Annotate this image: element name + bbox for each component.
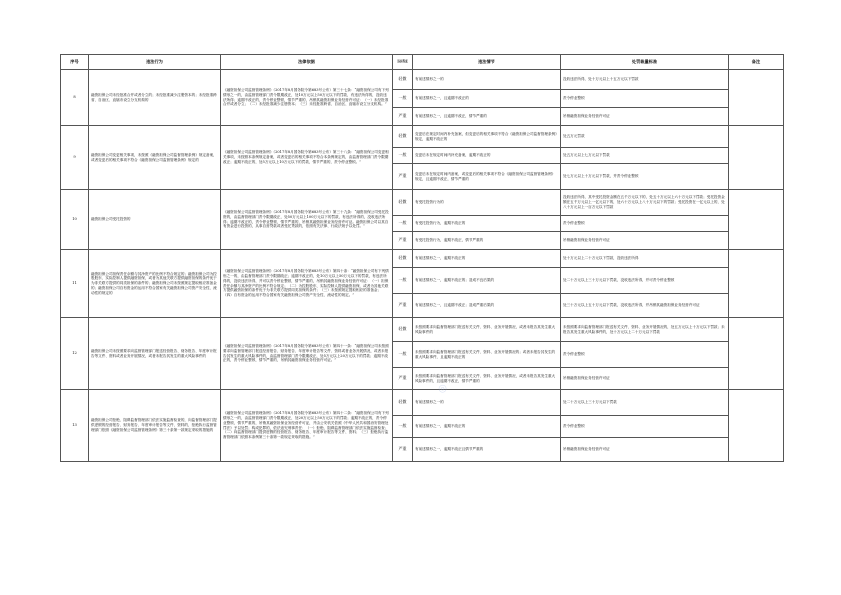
cell-standard: 责令停业整顿 [561,342,729,368]
header-remark: 备注 [729,55,784,70]
cell-level: 严重 [393,438,413,462]
cell-standard: 处十万元以上二十万元以下罚款，没收违法所得 [561,250,729,268]
cell-standard: 没收违法所得，处十万元以上十五万元以下罚款 [561,70,729,90]
cell-level: 轻微 [393,190,413,216]
cell-standard: 责令停业整顿 [561,90,729,108]
cell-seq: 10 [61,190,89,250]
cell-level: 严重 [393,368,413,390]
header-level: 违法程度 [393,55,413,70]
cell-circumstance: 有前述情形之一，逾期不改正且情节严重的 [413,438,561,462]
cell-circumstance: 有前述情形之一，逾期不改正的；造成不良后果的 [413,268,561,294]
table-body [61,70,784,462]
header-violation: 违法行为 [89,55,221,70]
cell-standard: 处五万元以上七万元以下罚款 [561,148,729,164]
cell-circumstance: 有前述情形之一，且逾期不改正的 [413,90,561,108]
table-row [61,318,784,342]
cell-circumstance: 变更后未在规定时间内备案，或变更后的相关事项不符合《融资担保公司监督管理条例》规定，且逾期不改正，情节严重的 [413,164,561,190]
cell-level: 轻微 [393,70,413,90]
header-standard: 处罚裁量标准 [561,55,729,70]
cell-level: 一般 [393,216,413,232]
cell-circumstance: 变更后未在规定时间内补充备案，逾期不改正的 [413,148,561,164]
cell-level: 一般 [393,148,413,164]
cell-legal-basis: 《融资担保公司监督管理条例》（2017年8月国务院令第683号公布）第四十二条：“融资担保公司有下列情形之一的，由监督管理部门责令限期改正，处20万元以上50万元以下的罚款；逾期不改正的，责令停业整顿，情节严重的，吊销其融资担保业务经营许可证，并由公安机关依照《中华人民共和国治安管理处罚法》予以处罚；构成犯罪的，依法追究刑事责任：（一）拒绝、阻碍监督管理部门依法实施监督检查；（二）向监督管理部门提供虚假的经营报告、财务报告、年度审计报告等文件、资料；（三）拒绝执行监督管理部门依照本条例第三十条第一款规定采取的措施。” [221,390,393,462]
cell-circumstance: 有前述情形之一的 [413,70,561,90]
cell-circumstance: 未按照要求向监督管理部门报送有关文件、资料、业务开展情况，或者未报告其发生重大风险事件的，且逾期不改正，情节严重的 [413,368,561,390]
cell-seq: 8 [61,70,89,126]
cell-level: 轻微 [393,318,413,342]
cell-violation: 融资担保公司未按照要求向监督管理部门报送经营报告、财务报告、年度审计报告等文件、资料或者业务开展情况，或者未报告其发生的重大风险事件的 [89,318,221,390]
cell-circumstance: 有受托投资行为，逾期不改正的 [413,216,561,232]
cell-violation: 融资担保公司受托投资的 [89,190,221,250]
cell-level: 严重 [393,232,413,250]
table-row [61,390,784,416]
penalty-standard-table-container [60,54,783,462]
cell-remark [729,126,784,190]
cell-level: 轻微 [393,390,413,416]
cell-circumstance: 有受托投资行为，逾期不改正，情节严重的 [413,232,561,250]
cell-standard: 处三十万元以上五十万元以下罚款，没收违法所得，并吊销其融资担保业务经营许可证 [561,294,729,318]
cell-standard: 责令停业整顿 [561,216,729,232]
cell-remark [729,390,784,462]
cell-circumstance: 有前述情形之一，且逾期不改正；造成严重后果的 [413,294,561,318]
cell-level: 一般 [393,268,413,294]
cell-remark [729,318,784,390]
cell-level: 一般 [393,342,413,368]
table-row [61,70,784,90]
watermark-logo: ◎ [436,382,449,396]
cell-remark [729,250,784,318]
table-row [61,126,784,148]
cell-standard: 未按照要求向监督管理部门报送有关文件、资料、业务开展情况的，处五万元以上十万元以下罚款；未报告其发生重大风险事件的，处十万元以上二十万元以下罚款 [561,318,729,342]
cell-standard: 处二十万元以上三十万元以下罚款 [561,390,729,416]
cell-violation: 融资担保公司担保责任余额与其净资产的比例不符合规定的；融资担保公司为控股股东、实际控制人提供融资担保，或者为其他关联方提供融资担保的条件优于为非关联方提供的同类担保的条件的；融资担保公司未按照规定提取相应准备金的；融资担保公司自有资金的运用不符合国家有关融资担保公司资产安全性、流动性的规定的 [89,250,221,318]
cell-level: 严重 [393,294,413,318]
cell-standard: 吊销融资担保业务经营许可证 [561,108,729,126]
cell-standard: 吊销融资担保业务经营许可证 [561,438,729,462]
cell-remark [729,70,784,126]
cell-seq: 11 [61,250,89,318]
cell-level: 严重 [393,164,413,190]
cell-legal-basis: 《融资担保公司监督管理条例》（2017年8月国务院令第683号公布）第三十八条：“融资担保公司变更相关事项，未按照本条例规定备案，或者变更后的相关事项不符合本条例规定的，由监督管理部门责令限期改正；逾期不改正的，处5万元以上10万元以下的罚款，情节严重的，责令停业整顿。” [221,126,393,190]
cell-seq: 9 [61,126,89,190]
cell-violation: 融资担保公司变更相关事项，未按照《融资担保公司监督管理条例》规定备案，或者变更后的相关事项不符合《融资担保公司监督管理条例》规定的 [89,126,221,190]
header-seq: 序号 [61,55,89,70]
cell-legal-basis: 《融资担保公司监督管理条例》（2017年8月国务院令第683号公布）第四十一条：“融资担保公司未按照要求向监督管理部门报送经营报告、财务报告、年度审计报告等文件、资料或者业务开展情况，或者未报告其发生的重大风险事件的，由监督管理部门责令限期改正，处5万元以上20万元以下的罚款；逾期不改正的，责令停业整顿，情节严重的，吊销其融资担保业务经营许可证。” [221,318,393,390]
cell-circumstance: 有前述情形之一，逾期不改正的 [413,416,561,438]
cell-circumstance: 有前述情形之一的 [413,390,561,416]
table-row [61,250,784,268]
cell-seq: 13 [61,390,89,462]
cell-standard: 没收违法所得，其中受托投资金额在五千万元以下的，处五十万元以上六十万元以下罚款；受托投资金额在五千万元以上一亿元以下的，处六十万元以上八十万元以下的罚款；受托投资在一亿元以上的，处八十万元以上一百万元以下罚款 [561,190,729,216]
cell-circumstance: 未按照要求向监督管理部门报送有关文件、资料、业务开展情况，或者未报告其发生重大风险事件的 [413,318,561,342]
cell-level: 轻微 [393,126,413,148]
cell-legal-basis: 《融资担保公司监督管理条例》（2017年8月国务院令第683号公布）第三十九条：“融资担保公司受托投资的，由监督管理部门责令限期改正，处50万元以上100万元以下的罚款，有违法所得的，没收违法所得；逾期不改正的，责令停业整顿，情节严重的，吊销其融资担保业务经营许可证。融资担保公司以其自有资金进行投资的，从事自营贷款或者受托贷款的，依照有关法律、行政法规予以处罚。” [221,190,393,250]
cell-violation: 融资担保公司拒绝、阻碍监督管理部门依法实施监督检查的，向监督管理部门提供虚假的经营报告、财务报告、年度审计报告等文件、资料的，拒绝执行监督管理部门依照《融资担保公司监督管理条例》第三十条第一款规定采取的措施的 [89,390,221,462]
cell-legal-basis: 《融资担保公司监督管理条例》（2017年8月国务院令第683号公布）第四十条：“融资担保公司有下列情形之一的，由监督管理部门责令限期改正；逾期不改正的，处10万元以上50万元以下的罚款，有违法所得的，没收违法所得，并可以责令停业整顿，情节严重的，吊销其融资担保业务经营许可证：（一）担保责任余额与其净资产的比例不符合规定；（二）为控股股东、实际控制人提供融资担保，或者为其他关联方提供融资担保的条件优于为非关联方提供同类担保的条件；（三）未按照规定提取相应的准备金；（四）自有资金的运用不符合国家有关融资担保公司资产安全性、流动性的规定。” [221,250,393,318]
cell-standard: 责令停业整顿 [561,416,729,438]
cell-level: 一般 [393,416,413,438]
cell-circumstance: 变更后在规定时间内补充备案，但变更后的相关事项不符合《融资担保公司监督管理条例》规定，逾期不改正的 [413,126,561,148]
cell-standard: 吊销融资担保业务经营许可证 [561,368,729,390]
cell-legal-basis: 《融资担保公司监督管理条例》（2017年8月国务院令第683号公布）第三十七条：“融资担保公司有下列情形之一的，由监督管理部门责令限期改正，处10万元以上50万元以下的罚款，有违法所得的，没收违法所得；逾期不改正的，责令停业整顿，情节严重的，吊销其融资担保业务经营许可证：（一）未经批准合并或者分立；（二）未经批准减少注册资本；（三）未经批准跨省、自治区、直辖市设立分支机构。” [221,70,393,126]
cell-level: 一般 [393,90,413,108]
cell-standard: 吊销融资担保业务经营许可证 [561,232,729,250]
header-legal-basis: 法律依据 [221,55,393,70]
penalty-standard-table [60,54,784,462]
table-row [61,190,784,216]
cell-level: 严重 [393,108,413,126]
cell-level: 轻微 [393,250,413,268]
cell-circumstance: 有前述情形之一，且逾期不改正，情节严重的 [413,108,561,126]
header-circumstance: 违法情节 [413,55,561,70]
cell-circumstance: 有前述情形之一，逾期不改正的 [413,250,561,268]
cell-violation: 融资担保公司未经批准合并或者分立的；未经批准减少注册资本的；未经批准跨省、自治区、直辖市设立分支机构的 [89,70,221,126]
cell-seq: 12 [61,318,89,390]
cell-standard: 处五万元罚款 [561,126,729,148]
cell-circumstance: 未按照要求向监督管理部门报送有关文件、资料、业务开展情况的；或者未报告其发生的重大风险事件，且逾期不改正的 [413,342,561,368]
table-header-row [61,55,784,70]
cell-standard: 处七万元以上十万元以下罚款，并责令停业整顿 [561,164,729,190]
cell-remark [729,190,784,250]
cell-standard: 处二十万元以上三十万元以下罚款，没收违法所得，并可责令停业整顿 [561,268,729,294]
cell-circumstance: 有受托投资行为的 [413,190,561,216]
